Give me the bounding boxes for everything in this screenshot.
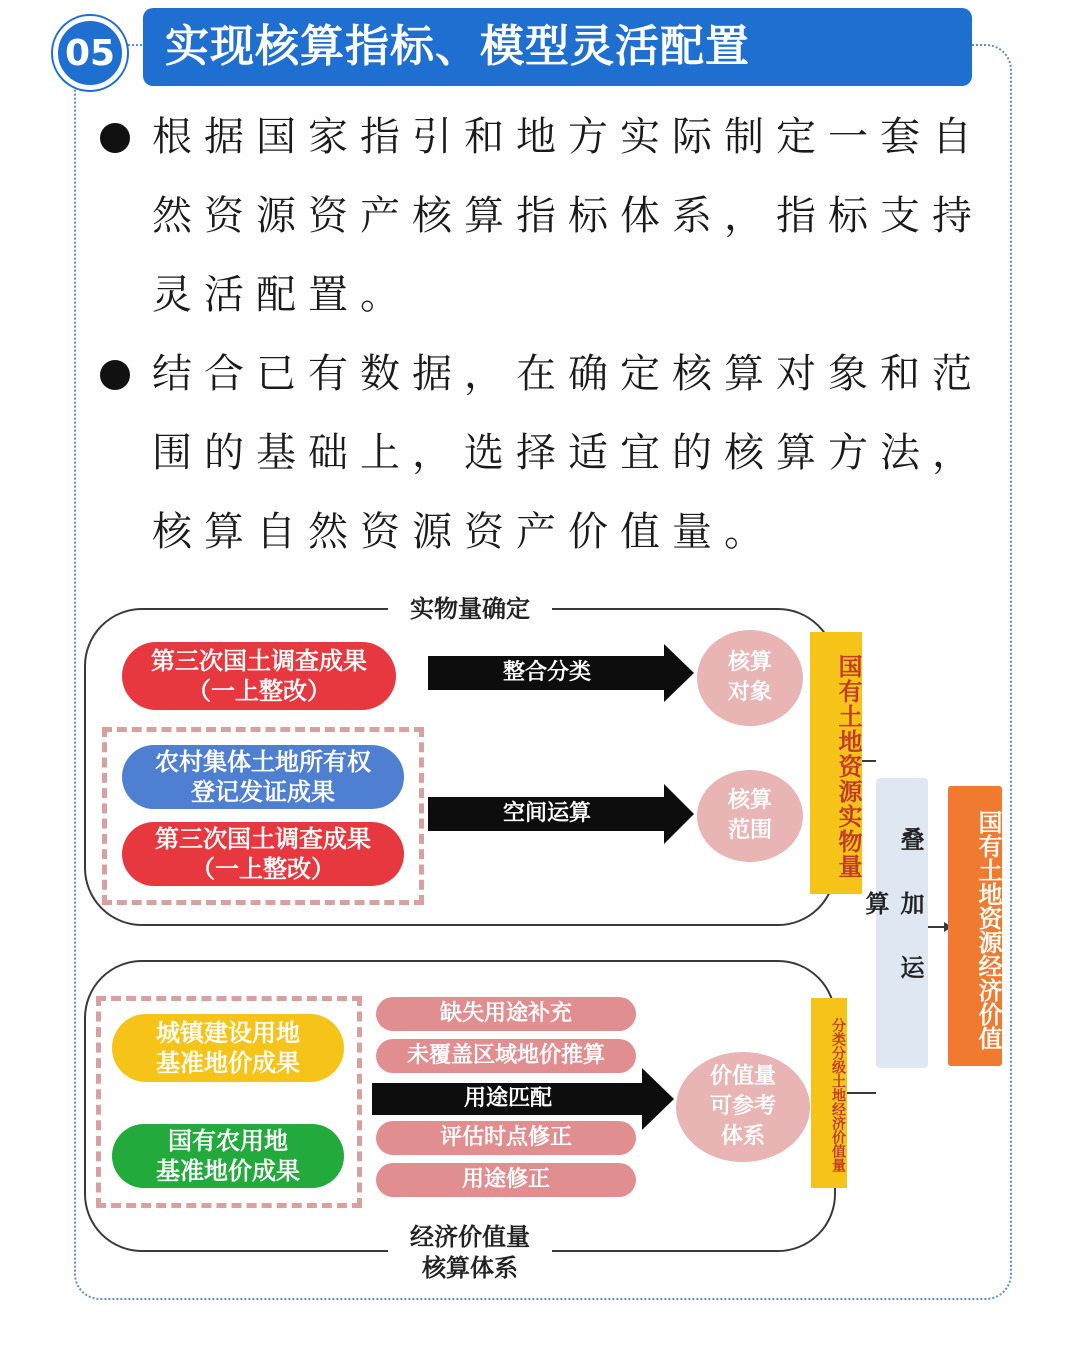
arrow-use-matching: 用途匹配 — [372, 1083, 644, 1115]
paragraph-2-line-2: 围的基础上，选择适宜的核算方法， — [152, 430, 984, 476]
input-rural-collective-land — [122, 745, 404, 809]
input-agricultural-land-price — [112, 1124, 344, 1188]
step-valuation-date-correction: 评估时点修正 — [376, 1121, 636, 1155]
input-label-line: （一上整改） — [191, 855, 335, 883]
paragraph-1-line-2: 然资源资产核算指标体系，指标支持 — [152, 193, 984, 239]
input-urban-land-price — [112, 1014, 344, 1082]
input-third-survey-bottom — [122, 822, 404, 886]
section-number-badge: 05 — [53, 16, 127, 90]
step-use-correction: 用途修正 — [376, 1163, 636, 1197]
step-missing-use-supplement: 缺失用途补充 — [376, 997, 636, 1031]
paragraph-2-line-3: 核算自然资源资产价值量。 — [152, 509, 776, 555]
target-label-line: 核算 — [727, 788, 772, 813]
bullet-dot — [100, 360, 130, 390]
target-label-line: 对象 — [727, 680, 772, 705]
target-label-line: 体系 — [720, 1124, 765, 1149]
paragraph-1 — [152, 98, 992, 335]
target-label-line: 可参考 — [709, 1094, 776, 1119]
economic-group-label-line-2: 核算体系 — [422, 1254, 518, 1282]
input-label-line: 城镇建设用地 — [156, 1019, 300, 1047]
target-label-line: 价值量 — [709, 1064, 776, 1089]
input-label-line: 登记发证成果 — [191, 778, 335, 806]
input-label-line: 第三次国土调查成果 — [151, 647, 367, 675]
connector-line — [862, 760, 876, 762]
paragraph-1-line-3: 灵活配置。 — [152, 272, 412, 318]
paragraph-2-line-1: 结合已有数据，在确定核算对象和范 — [152, 351, 984, 397]
input-label-line: 基准地价成果 — [156, 1157, 300, 1185]
step-uncovered-area-estimation: 未覆盖区域地价推算 — [376, 1039, 636, 1073]
arrow-integrate-classify: 整合分类 — [428, 656, 666, 690]
result-economic-value-bar: 国有土地资源经济价值 — [948, 786, 1002, 1066]
target-value-reference-system — [676, 1052, 810, 1162]
arrow-spatial-operation: 空间运算 — [428, 797, 666, 831]
target-label-line: 核算 — [727, 650, 772, 675]
arrow-head — [664, 644, 694, 702]
bullet-dot — [100, 123, 130, 153]
overlay-operation-bar: 叠加运算 — [876, 778, 928, 1068]
arrow-head — [664, 784, 694, 844]
input-label-line: 第三次国土调查成果 — [155, 825, 371, 853]
target-label-line: 范围 — [727, 818, 772, 843]
arrow-head — [642, 1068, 674, 1130]
physical-group-label: 实物量确定 — [388, 594, 552, 624]
target-accounting-scope — [697, 770, 803, 862]
input-label-line: 国有农用地 — [168, 1127, 288, 1155]
input-label-line: 基准地价成果 — [156, 1049, 300, 1077]
input-label-line: 农村集体土地所有权 — [155, 748, 371, 776]
economic-group-label — [388, 1222, 552, 1284]
input-label-line: （一上整改） — [187, 677, 331, 705]
paragraph-1-line-1: 根据国家指引和地方实际制定一套自 — [152, 114, 984, 160]
physical-quantity-bar: 国有土地资源实物量 — [810, 632, 862, 894]
input-third-survey-top — [122, 642, 396, 710]
economic-group-label-line-1: 经济价值量 — [410, 1223, 530, 1251]
target-accounting-object — [697, 630, 803, 726]
section-title: 实现核算指标、模型灵活配置 — [143, 8, 972, 86]
classification-value-bar: 分类分级土地经济价值量 — [811, 998, 847, 1188]
paragraph-2 — [152, 335, 992, 572]
connector-line — [847, 1092, 876, 1094]
